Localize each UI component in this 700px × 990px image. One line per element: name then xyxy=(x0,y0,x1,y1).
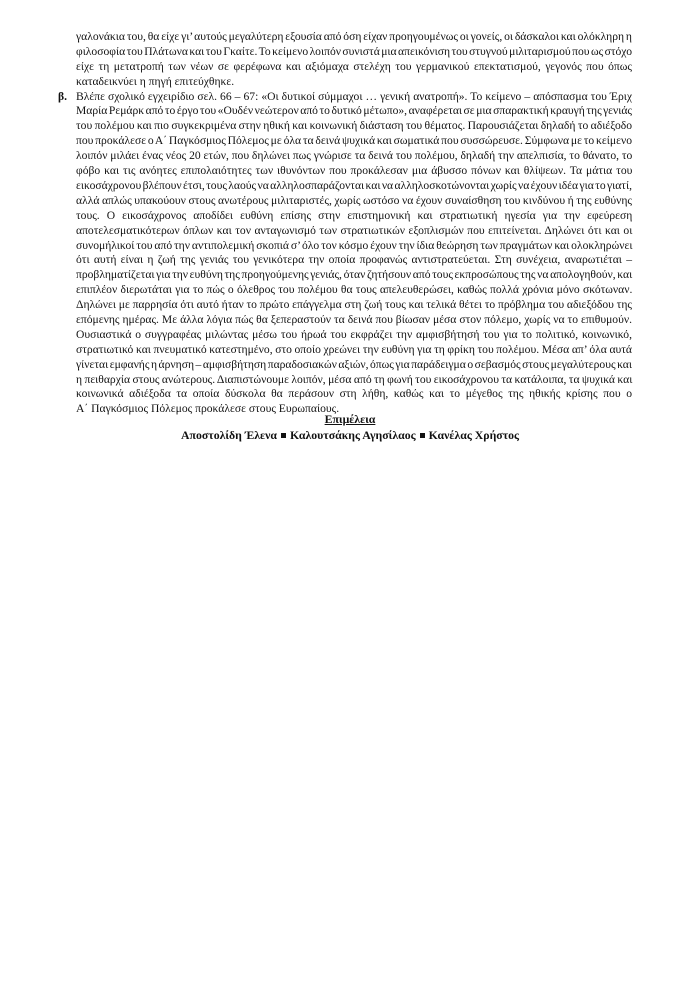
credits-names xyxy=(0,428,700,443)
text-line: είχε τη μετατροπή των νέων σε φερέφωνα και αξιόμαχα στελέχη του γερμανικού επεκτατισμού, γεγονός που όπως xyxy=(76,59,632,73)
text-line: τους. Ο εικοσάχρονος αποδίδει ευθύνη επίσης στην επιστημονική και στρατιωτική ηγεσία για την εφεύρεση xyxy=(76,208,633,222)
text-line: του πολέμου και πιο συγκεκριμένα στην ηθική και κοινωνική διάσταση του θέματος. Παρουσιάζεται δηλαδή το αδιέξοδο xyxy=(76,119,632,133)
bullet-icon xyxy=(420,433,425,438)
text-line: αλλά απλώς υπακούουν στους ανωτέρους μιλιταριστές, χωρίς ωστόσο να έχουν συναίσθηση του κινδύνου ή της ευθύνης xyxy=(76,193,632,207)
text-line: συνομήλικοί του από την αντιπολεμική σκοπιά σ’ όλο τον κόσμο έχουν την ίδια θεώρηση των πραγμάτων και ολοκληρώνει xyxy=(76,238,633,252)
text-line: Δηλώνει με παρρησία ότι αυτό ήταν το πρώτο επάγγελμα στη ζωή τους και τελικά θέτει το πρόβλημα του αδιεξόδου της xyxy=(76,298,632,312)
paragraph-a-continuation xyxy=(76,30,632,90)
text-line: Βλέπε σχολικό εγχειρίδιο σελ. 66 – 67: «Οι δυτικοί σύμμαχοι … γενική ανατροπή». Το κείμενο – απόσπασμα του Έριχ xyxy=(76,89,632,103)
text-line: γίνεται εμφανής η άρνηση – αμφισβήτηση παραδοσιακών αξιών, όπως για παράδειγμα ο σεβασμός στους μεγαλύτερους και xyxy=(76,357,632,371)
author-name: Αποστολίδη Έλενα xyxy=(180,428,277,442)
text-line: καταδεικνύει η πηγή επιτεύχθηκε. xyxy=(76,74,235,88)
text-line: προβληματίζεται για την ευθύνη της προηγούμενης γενιάς, όταν ζητήσουν από τους εκπροσώπους της να απολογηθούν, και xyxy=(76,268,633,282)
text-line: επόμενης ημέρας. Με άλλα λόγια πώς θα ξεπεραστούν τα δεινά που βίωσαν μέσα στον πόλεμο, χωρίς να το επιθυμούν. xyxy=(76,312,632,326)
text-line: γαλονάκια του, θα είχε γι’ αυτούς μεγαλύτερη εξουσία από όση είχαν προηγουμένως οι γονείς, οι δάσκαλοι και ολόκληρη η xyxy=(76,30,632,43)
text-line: Α΄ Παγκόσμιος Πόλεμος προκάλεσε στους Ευρωπαίους. xyxy=(76,402,340,416)
text-line: φόβο και τις ανόητες επιπολαιότητες των ιθυνόντων που προκάλεσαν μια άβυσσο πόνων και θλίψεων. Τα μάτια του xyxy=(76,164,633,178)
text-line: ότι αυτή είναι η ζωή της γενιάς του γενικότερα την οποία προφανώς αντιστρατεύεται. Στη συνέχεια, αναρωτιέται – xyxy=(76,253,632,267)
text-line: στρατιωτικό και πνευματικό κατεστημένο, στο οποίο χρεώνει την ευθύνη για τη φρίκη του πολέμου. Μέσα απ’ όλα αυτά xyxy=(76,342,632,356)
paragraph-b xyxy=(76,90,632,418)
text-line: Ουσιαστικά ο συγγραφέας μιλώντας μέσω του ήρωά του εκφράζει την αμφισβήτησή του για το πολιτικό, κοινωνικό, xyxy=(76,327,632,341)
text-line: Μαρία Ρεμάρκ από το έργο του «Ουδέν νεώτερον από το δυτικό μέτωπο», αναφέρεται σε μια σπαρακτική κραυγή της γενιάς xyxy=(76,104,632,118)
text-line: αποτελεσματικότερων όπλων και τον ανταγωνισμό των στρατιωτικών εξοπλισμών που επιτείνεται. Δηλώνει ότι και οι xyxy=(76,223,633,237)
text-line: που προκάλεσε ο Α΄ Παγκόσμιος Πόλεμος με όλα τα δεινά ψυχικά και σωματικά που συσσώρευσε. Σύμφωνα με το κείμενο xyxy=(76,134,632,148)
author-name: Κανέλας Χρήστος xyxy=(428,428,520,442)
author-name: Καλουτσάκης Αγησίλαος xyxy=(289,428,416,442)
bullet-icon xyxy=(281,433,286,438)
text-line: φιλοσοφία του Πλάτωνα και του Γκαίτε. Το κείμενο λοιπόν συνιστά μια απεικόνιση του στυγνού μιλιταρισμού που ως στόχο xyxy=(76,44,632,58)
text-line: εικοσάχρονου βλέπουν έτσι, τους λαούς να αλληλοσπαράζονται και να αλληλοσκοτώνονται χωρίς να έχουν ιδέα για το γιατί, xyxy=(76,178,632,192)
text-line: η πειθαρχία στους ανώτερους. Διαπιστώνουμε λοιπόν, μέσα από τη φωνή του εικοσάχρονου τα κατάλοιπα, τα ψυχικά και xyxy=(76,372,633,386)
text-line: επιπλέον διερωτάται για το πώς ο όλεθρος του πολέμου θα τους απελευθερώσει, καθώς πολλά χρόνια μόνο σκότωναν. xyxy=(76,283,633,297)
text-line: λοιπόν μιλάει ένας νέος 20 ετών, που δηλώνει πως γνώρισε τα δεινά του πολέμου, δηλαδή την απελπισία, το θάνατο, το xyxy=(76,149,633,163)
credits-title: Επιμέλεια xyxy=(324,412,376,426)
list-marker-b: β. xyxy=(58,89,68,103)
text-line: κοινωνικά αδιέξοδα τα οποία δύσκολα θα περάσουν στη λήθη, καθώς και το μέγεθος της ηθικής κρίσης που ο xyxy=(76,387,632,401)
